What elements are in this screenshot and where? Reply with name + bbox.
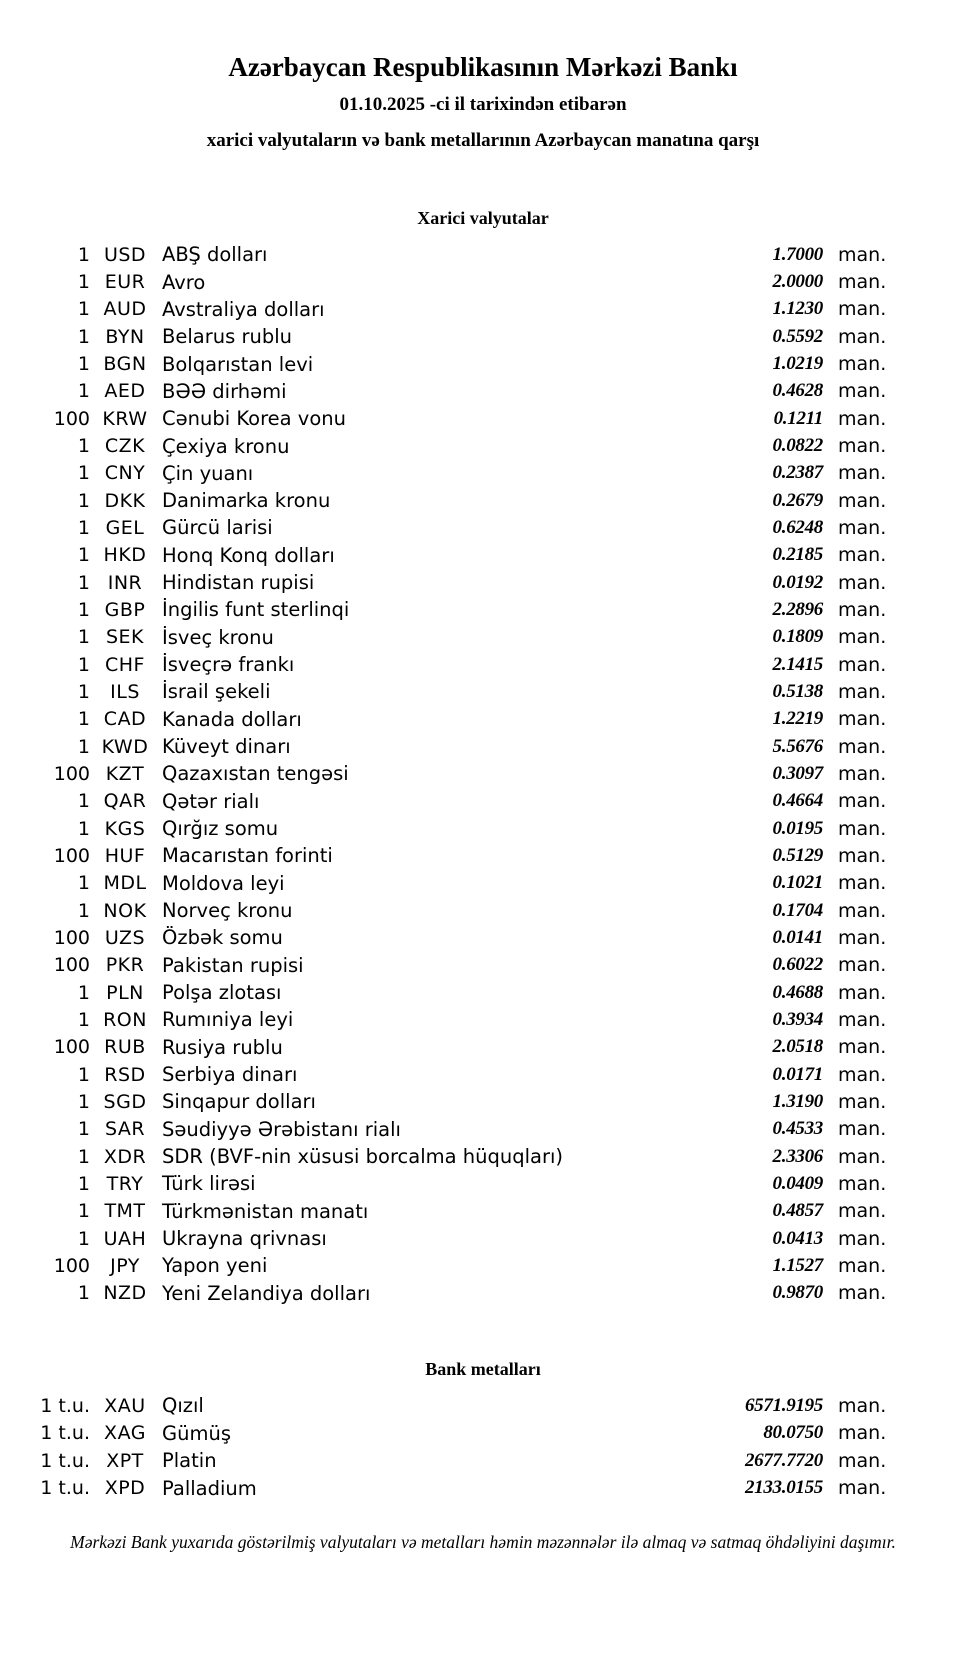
currency-name: Rumıniya leyi xyxy=(162,1008,294,1032)
currency-row xyxy=(0,350,885,377)
rate-value: 2133.0155 xyxy=(744,1477,823,1499)
unit-label: man. xyxy=(838,271,887,294)
quantity: 100 xyxy=(53,1254,90,1277)
currency-row xyxy=(0,542,885,569)
currency-code: GEL xyxy=(105,516,145,539)
metal-name: Gümüş xyxy=(162,1421,231,1445)
currency-row xyxy=(0,733,885,760)
currency-name: SDR (BVF-nin xüsusi borcalma hüquqları) xyxy=(162,1145,564,1169)
currency-code: KWD xyxy=(101,735,149,758)
quantity: 1 xyxy=(77,790,90,813)
currency-code: ILS xyxy=(110,680,140,703)
unit-label: man. xyxy=(838,1145,887,1168)
metals-section-heading: Bank metalları xyxy=(425,1358,541,1379)
currency-name: İsrail şekeli xyxy=(162,680,271,704)
quantity: 1 xyxy=(77,817,90,840)
currency-row xyxy=(0,1198,885,1225)
rate-value: 6571.9195 xyxy=(744,1394,823,1416)
quantity: 1 xyxy=(77,1145,90,1168)
currency-name: ABŞ dolları xyxy=(162,243,268,267)
currency-row xyxy=(0,788,885,815)
currency-name: Pakistan rupisi xyxy=(162,953,304,977)
currency-name: Danimarka kronu xyxy=(162,489,331,513)
currency-code: DKK xyxy=(104,489,146,512)
quantity: 1 xyxy=(77,325,90,348)
quantity: 1 xyxy=(77,571,90,594)
rate-value: 0.4533 xyxy=(772,1118,823,1140)
currency-code: USD xyxy=(103,243,147,266)
currency-name: Cənubi Korea vonu xyxy=(162,407,346,431)
currency-name: Qırğız somu xyxy=(162,817,279,841)
currency-code: EUR xyxy=(104,271,146,294)
unit-label: man. xyxy=(838,298,887,321)
unit-label: man. xyxy=(838,762,887,785)
currency-name: Türkmənistan manatı xyxy=(162,1199,369,1223)
rate-value: 1.1527 xyxy=(772,1254,823,1276)
subtitle-description: xarici valyutaların və bank metallarının Azərbaycan manatına qarşı xyxy=(206,130,760,152)
quantity: 1 xyxy=(77,1063,90,1086)
rate-value: 0.2679 xyxy=(772,489,823,511)
currency-name: Yeni Zelandiya dolları xyxy=(162,1281,371,1305)
quantity: 100 xyxy=(53,762,90,785)
currency-name: İsveçrə frankı xyxy=(162,653,295,677)
unit-label: man. xyxy=(838,1008,887,1031)
rate-value: 0.1211 xyxy=(773,407,823,429)
rate-value: 0.2185 xyxy=(772,544,823,566)
currency-code: UAH xyxy=(103,1227,147,1250)
metal-code: XAG xyxy=(104,1422,146,1445)
unit-label: man. xyxy=(838,735,887,758)
unit-label: man. xyxy=(838,1227,887,1250)
quantity: 1 t.u. xyxy=(40,1394,90,1417)
unit-label: man. xyxy=(838,653,887,676)
currency-name: Kanada dolları xyxy=(162,707,302,731)
currency-code: RON xyxy=(103,1008,147,1031)
quantity: 1 xyxy=(77,271,90,294)
metal-row xyxy=(0,1419,885,1447)
quantity: 1 xyxy=(77,462,90,485)
quantity: 1 xyxy=(77,380,90,403)
quantity: 100 xyxy=(53,844,90,867)
quantity: 100 xyxy=(53,407,90,430)
currency-row xyxy=(0,241,885,268)
quantity: 1 xyxy=(77,1008,90,1031)
currency-code: BYN xyxy=(105,325,145,348)
currency-code: SEK xyxy=(105,626,145,649)
currency-code: XDR xyxy=(103,1145,147,1168)
currency-name: Küveyt dinarı xyxy=(162,735,291,759)
currency-row xyxy=(0,487,885,514)
currency-name: Rusiya rublu xyxy=(162,1035,283,1059)
currency-row xyxy=(0,870,885,897)
metal-code: XPD xyxy=(104,1477,146,1500)
currency-row xyxy=(0,1006,885,1033)
rate-value: 1.2219 xyxy=(772,708,823,730)
unit-label: man. xyxy=(838,926,887,949)
unit-label: man. xyxy=(838,1477,887,1500)
currency-name: Səudiyyə Ərəbistanı rialı xyxy=(162,1117,401,1141)
metal-row xyxy=(0,1447,885,1475)
currency-code: HKD xyxy=(103,544,147,567)
quantity: 1 xyxy=(77,981,90,1004)
rate-value: 0.3097 xyxy=(772,762,823,784)
quantity: 1 xyxy=(77,489,90,512)
currency-code: KGS xyxy=(104,817,146,840)
rate-value: 2.0000 xyxy=(772,271,823,293)
rate-value: 80.0750 xyxy=(763,1422,823,1444)
quantity: 1 xyxy=(77,1118,90,1141)
unit-label: man. xyxy=(838,325,887,348)
unit-label: man. xyxy=(838,1118,887,1141)
currency-code: MDL xyxy=(103,872,147,895)
currency-name: Serbiya dinarı xyxy=(162,1063,298,1087)
unit-label: man. xyxy=(838,817,887,840)
quantity: 1 xyxy=(77,653,90,676)
rate-value: 0.0822 xyxy=(772,435,823,456)
quantity: 1 xyxy=(77,544,90,567)
currency-row xyxy=(0,378,885,405)
currency-name: Özbək somu xyxy=(162,926,283,950)
rate-value: 0.0413 xyxy=(772,1227,823,1249)
unit-label: man. xyxy=(838,1449,887,1472)
rate-value: 0.0192 xyxy=(772,571,823,593)
currency-name: Çexiya kronu xyxy=(162,434,290,458)
currencies-section-heading: Xarici valyutalar xyxy=(417,208,549,229)
metal-name: Palladium xyxy=(162,1476,257,1500)
unit-label: man. xyxy=(838,981,887,1004)
rate-value: 0.4628 xyxy=(772,380,823,402)
currency-row xyxy=(0,1061,885,1088)
currency-code: JPY xyxy=(110,1254,140,1277)
metal-name: Qızıl xyxy=(162,1394,204,1418)
currency-code: BGN xyxy=(103,353,147,376)
unit-label: man. xyxy=(838,1036,887,1059)
currency-row xyxy=(0,1170,885,1197)
currency-row xyxy=(0,1116,885,1143)
currency-name: Avstraliya dolları xyxy=(162,297,325,321)
rate-value: 1.7000 xyxy=(772,243,823,265)
quantity: 1 xyxy=(77,1172,90,1195)
currency-name: Belarus rublu xyxy=(162,325,293,349)
quantity: 1 xyxy=(77,298,90,321)
unit-label: man. xyxy=(838,544,887,567)
unit-label: man. xyxy=(838,407,887,430)
rate-value: 0.0171 xyxy=(772,1063,823,1085)
rate-value: 0.0141 xyxy=(772,926,823,948)
page-title: Azərbaycan Respublikasının Mərkəzi Bankı xyxy=(228,52,738,82)
currency-code: QAR xyxy=(103,790,147,813)
currency-code: CHF xyxy=(105,653,145,676)
currency-row xyxy=(0,1143,885,1170)
currency-code: NZD xyxy=(103,1282,147,1305)
unit-label: man. xyxy=(838,1172,887,1195)
currency-row xyxy=(0,569,885,596)
currency-row xyxy=(0,1088,885,1115)
currency-code: GBP xyxy=(104,598,146,621)
rate-value: 0.9870 xyxy=(772,1282,823,1304)
currency-name: Qətər rialı xyxy=(162,789,260,813)
currency-row xyxy=(0,1225,885,1252)
quantity: 100 xyxy=(53,954,90,977)
currency-name: Bolqarıstan levi xyxy=(162,352,314,376)
quantity: 1 xyxy=(77,435,90,457)
rate-value: 2.0518 xyxy=(772,1036,823,1058)
currency-code: CNY xyxy=(104,462,146,485)
quantity: 1 t.u. xyxy=(40,1477,90,1500)
unit-label: man. xyxy=(838,899,887,922)
currency-name: BƏƏ dirhəmi xyxy=(162,379,287,403)
rate-value: 0.5592 xyxy=(772,325,823,347)
quantity: 1 xyxy=(77,626,90,649)
unit-label: man. xyxy=(838,708,887,731)
rate-value: 1.1230 xyxy=(772,298,823,320)
currency-row xyxy=(0,405,885,432)
currency-name: Qazaxıstan tengəsi xyxy=(162,762,349,786)
rate-value: 2.3306 xyxy=(772,1145,823,1167)
currency-name: Honq Konq dolları xyxy=(162,543,335,567)
unit-label: man. xyxy=(838,680,887,703)
currency-row xyxy=(0,706,885,733)
quantity: 1 xyxy=(77,243,90,266)
rate-value: 0.4857 xyxy=(772,1200,823,1222)
currency-row xyxy=(0,323,885,350)
unit-label: man. xyxy=(838,598,887,621)
currency-code: KZT xyxy=(105,762,145,785)
quantity: 1 xyxy=(77,708,90,731)
unit-label: man. xyxy=(838,380,887,403)
rate-value: 0.2387 xyxy=(772,462,823,484)
footer-note: Mərkəzi Bank yuxarıda göstərilmiş valyutaları və metalları həmin məzənnələr ilə almaq və satmaq öhdəliyini daşımır. xyxy=(70,1531,896,1552)
currency-code: CAD xyxy=(103,708,147,731)
rate-value: 5.5676 xyxy=(772,735,823,757)
page-header xyxy=(0,52,966,152)
currency-row xyxy=(0,842,885,869)
currency-row xyxy=(0,651,885,678)
currency-row xyxy=(0,1280,885,1307)
unit-label: man. xyxy=(838,790,887,813)
currency-row xyxy=(0,952,885,979)
currency-code: UZS xyxy=(104,926,146,949)
currency-row xyxy=(0,432,885,459)
unit-label: man. xyxy=(838,1394,887,1417)
unit-label: man. xyxy=(838,243,887,266)
rate-value: 0.4688 xyxy=(772,981,823,1003)
unit-label: man. xyxy=(838,571,887,594)
rate-value: 0.4664 xyxy=(772,790,823,812)
rate-value: 0.0195 xyxy=(772,817,823,839)
unit-label: man. xyxy=(838,435,887,457)
unit-label: man. xyxy=(838,1254,887,1277)
currency-name: Ukrayna qrivnası xyxy=(162,1227,327,1251)
currency-name: Hindistan rupisi xyxy=(162,571,315,595)
rate-value: 2677.7720 xyxy=(744,1449,823,1471)
currency-name: Gürcü larisi xyxy=(162,516,273,540)
currency-name: Moldova leyi xyxy=(162,871,285,895)
currency-row xyxy=(0,1252,885,1279)
metal-code: XAU xyxy=(104,1394,146,1417)
metal-row xyxy=(0,1474,885,1502)
currency-row xyxy=(0,924,885,951)
currency-name: Norveç kronu xyxy=(162,899,293,923)
unit-label: man. xyxy=(838,462,887,485)
quantity: 1 t.u. xyxy=(40,1422,90,1445)
quantity: 1 xyxy=(77,1200,90,1223)
rate-value: 0.3934 xyxy=(772,1008,823,1030)
rate-value: 0.5129 xyxy=(772,844,823,866)
currency-code: SGD xyxy=(103,1090,147,1113)
rate-value: 0.1021 xyxy=(772,872,823,894)
currency-name: Türk lirəsi xyxy=(162,1172,256,1196)
rate-value: 1.0219 xyxy=(772,353,823,375)
currency-row xyxy=(0,678,885,705)
unit-label: man. xyxy=(838,489,887,512)
quantity: 1 xyxy=(77,353,90,376)
currency-code: INR xyxy=(107,571,143,594)
unit-label: man. xyxy=(838,1090,887,1113)
currency-name: İsveç kronu xyxy=(162,625,274,649)
rate-value: 0.6022 xyxy=(772,954,823,976)
currency-row xyxy=(0,514,885,541)
rate-value: 0.1704 xyxy=(772,899,823,921)
unit-label: man. xyxy=(838,353,887,376)
currency-code: PKR xyxy=(105,954,145,977)
quantity: 1 xyxy=(77,1090,90,1113)
currency-name: İngilis funt sterlinqi xyxy=(162,598,350,622)
currency-code: HUF xyxy=(104,844,146,867)
currency-row xyxy=(0,268,885,295)
currency-row xyxy=(0,815,885,842)
quantity: 1 t.u. xyxy=(40,1449,90,1472)
metal-name: Platin xyxy=(162,1449,217,1473)
currency-row xyxy=(0,460,885,487)
currency-code: PLN xyxy=(106,981,144,1004)
unit-label: man. xyxy=(838,872,887,895)
quantity: 1 xyxy=(77,1282,90,1305)
currency-code: AED xyxy=(104,380,146,403)
quantity: 100 xyxy=(53,926,90,949)
unit-label: man. xyxy=(838,954,887,977)
currency-row xyxy=(0,1034,885,1061)
currency-code: NOK xyxy=(103,899,147,922)
currency-row xyxy=(0,624,885,651)
currency-row xyxy=(0,897,885,924)
quantity: 1 xyxy=(77,872,90,895)
metal-row xyxy=(0,1392,885,1420)
quantity: 100 xyxy=(53,1036,90,1059)
rate-value: 0.1809 xyxy=(772,626,823,648)
metal-code: XPT xyxy=(106,1449,144,1472)
currency-code: CZK xyxy=(104,435,146,457)
currency-name: Yapon yeni xyxy=(162,1254,268,1278)
rate-value: 2.2896 xyxy=(772,598,823,620)
unit-label: man. xyxy=(838,1063,887,1086)
currency-code: RUB xyxy=(104,1036,146,1059)
unit-label: man. xyxy=(838,1200,887,1223)
currency-row xyxy=(0,596,885,623)
quantity: 1 xyxy=(77,598,90,621)
currency-name: Macarıstan forinti xyxy=(162,844,333,868)
quantity: 1 xyxy=(77,680,90,703)
metals-table xyxy=(0,1392,966,1502)
currencies-table xyxy=(0,241,966,1307)
unit-label: man. xyxy=(838,1422,887,1445)
quantity: 1 xyxy=(77,899,90,922)
unit-label: man. xyxy=(838,626,887,649)
currency-code: TRY xyxy=(106,1172,144,1195)
currency-name: Sinqapur dolları xyxy=(162,1090,316,1114)
currency-row xyxy=(0,979,885,1006)
unit-label: man. xyxy=(838,516,887,539)
quantity: 1 xyxy=(77,516,90,539)
quantity: 1 xyxy=(77,735,90,758)
currency-name: Avro xyxy=(162,270,206,294)
subtitle-date: 01.10.2025 -ci il tarixindən etibarən xyxy=(339,94,627,116)
unit-label: man. xyxy=(838,844,887,867)
rate-value: 2.1415 xyxy=(772,653,823,675)
currency-code: RSD xyxy=(104,1063,146,1086)
quantity: 1 xyxy=(77,1227,90,1250)
currency-name: Polşa zlotası xyxy=(162,981,282,1005)
currency-code: KRW xyxy=(102,407,148,430)
rate-value: 0.0409 xyxy=(772,1172,823,1194)
currency-row xyxy=(0,760,885,787)
currency-code: TMT xyxy=(104,1200,146,1223)
rate-value: 0.6248 xyxy=(772,516,823,538)
currency-row xyxy=(0,296,885,323)
currency-name: Çin yuanı xyxy=(162,461,254,485)
currency-code: SAR xyxy=(104,1118,146,1141)
unit-label: man. xyxy=(838,1282,887,1305)
rate-value: 1.3190 xyxy=(772,1090,823,1112)
rate-value: 0.5138 xyxy=(772,680,823,702)
currency-code: AUD xyxy=(103,298,147,321)
